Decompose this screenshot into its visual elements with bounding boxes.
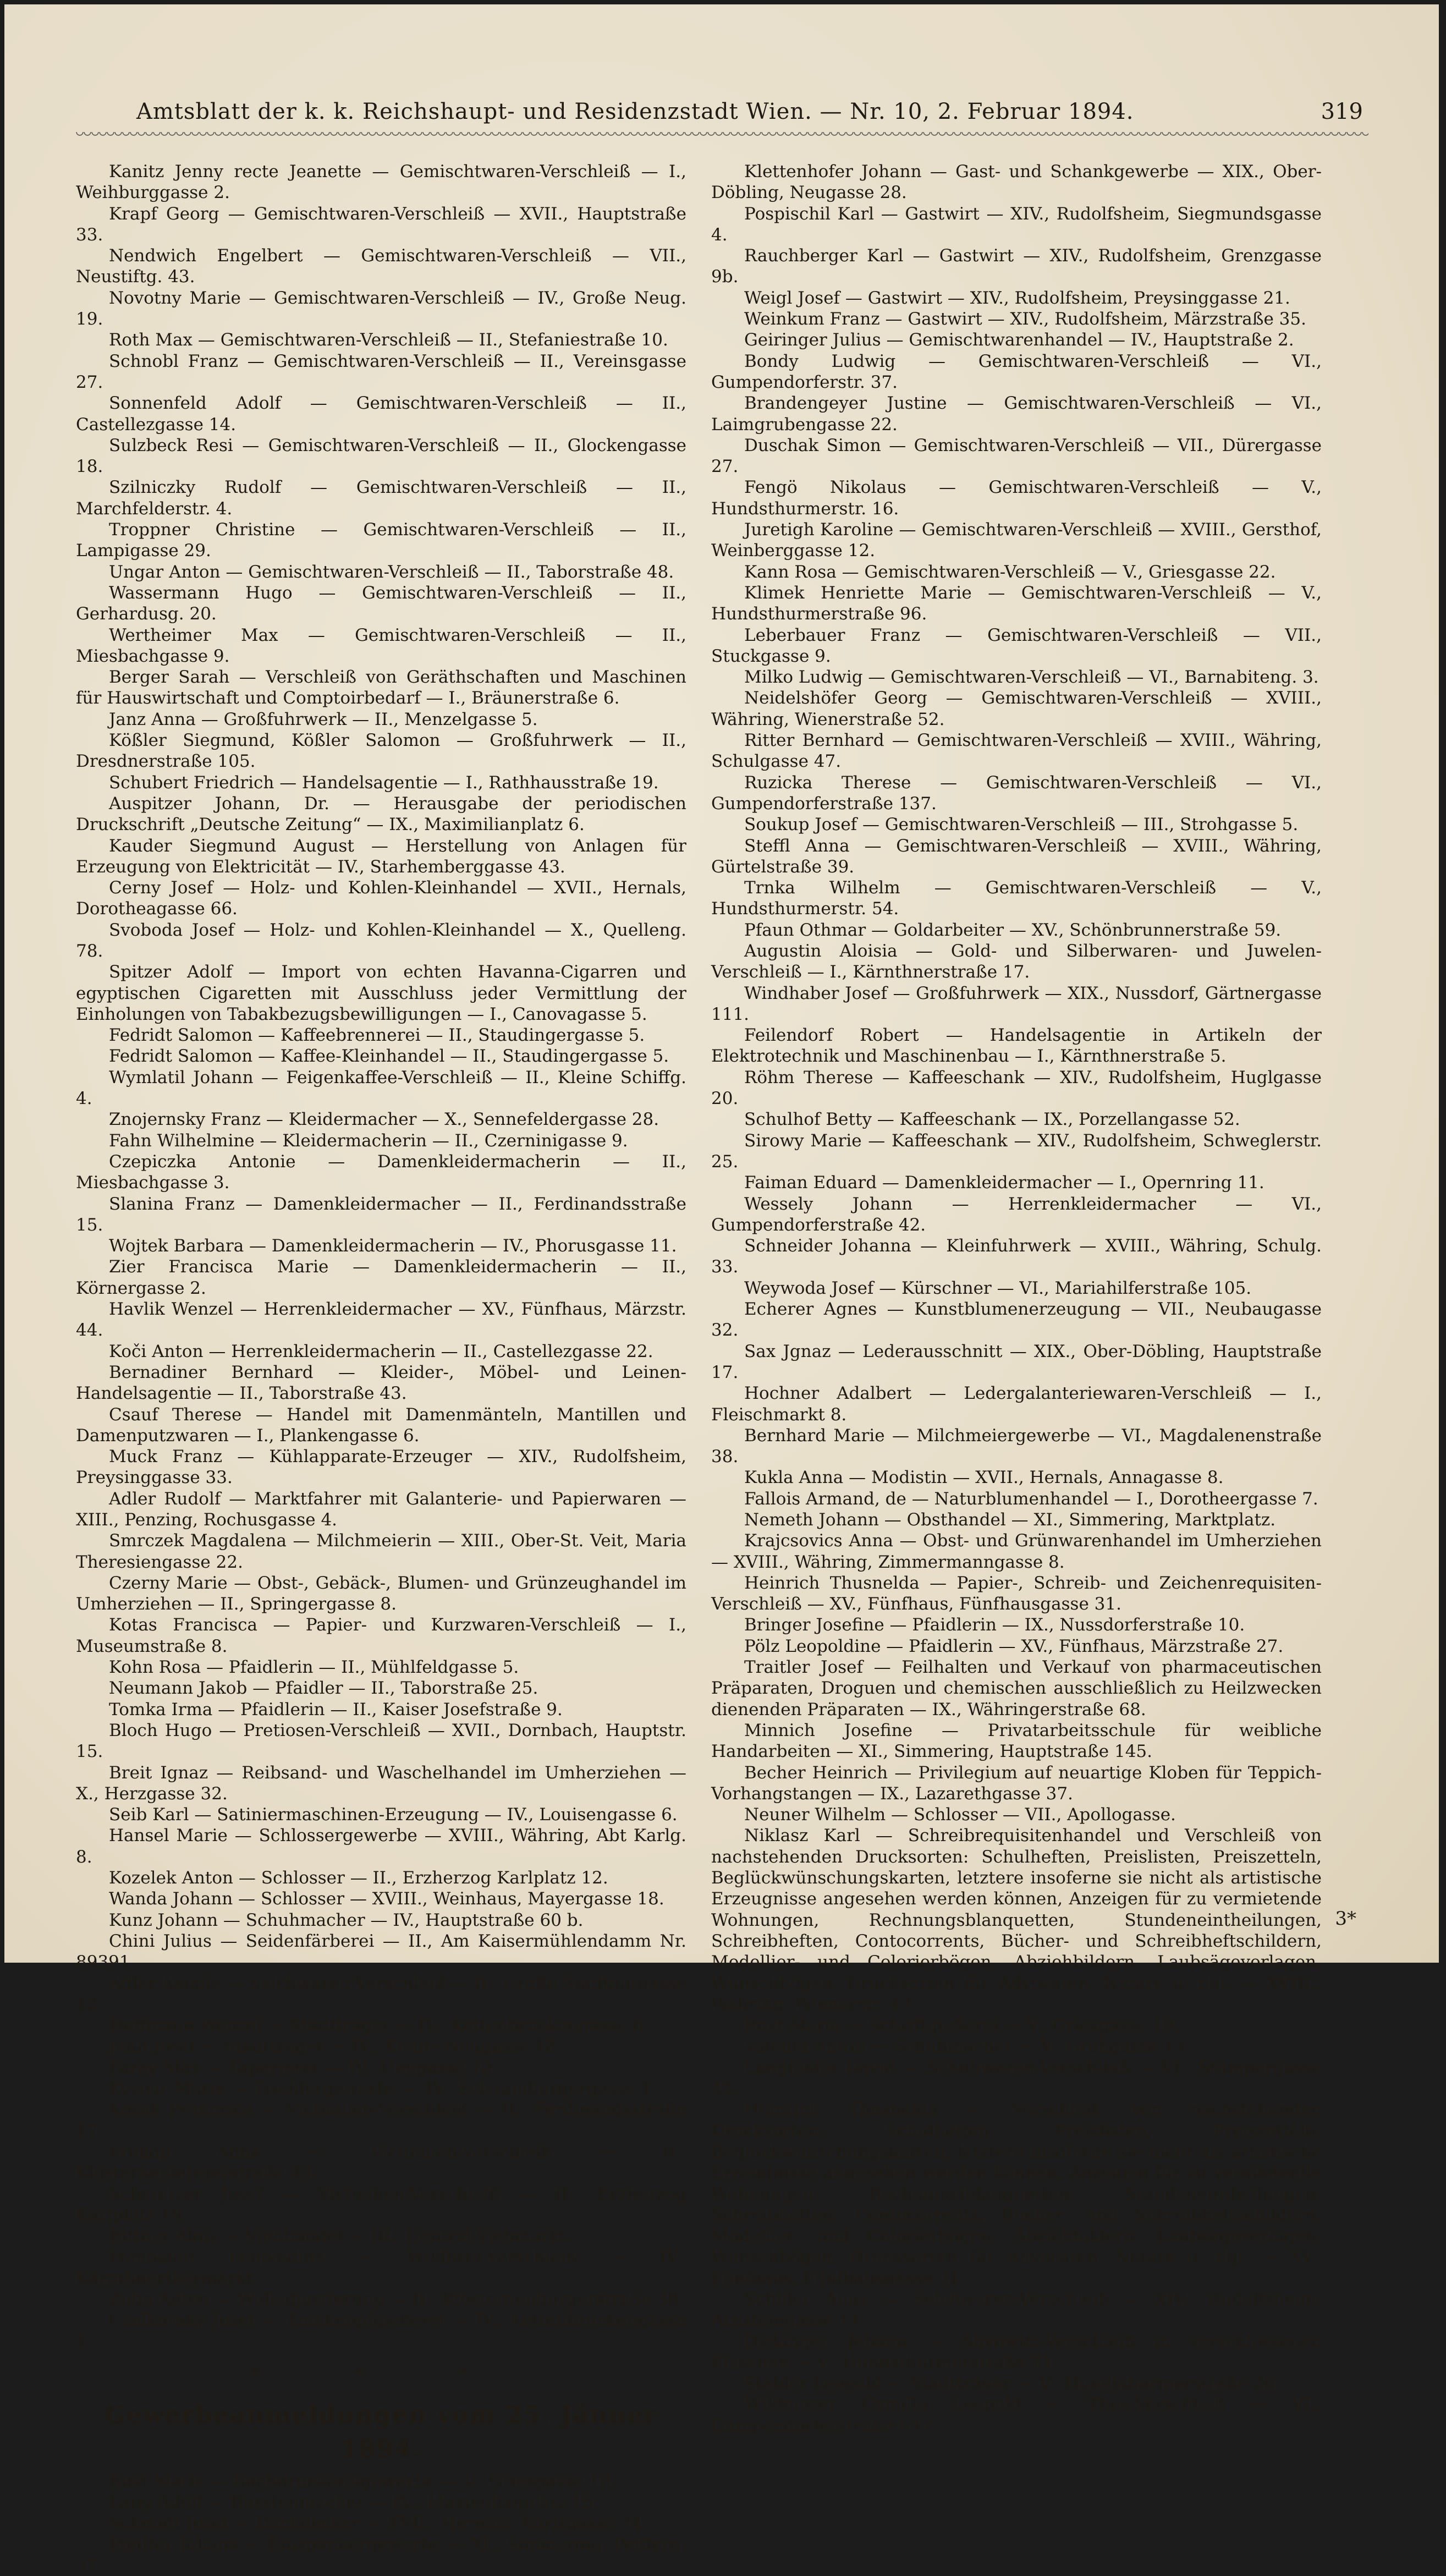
list-item: Bloch Hugo — Pretiosen-Verschleiß — XVII., Dornbach, Hauptstr. 15. — [76, 1720, 686, 1762]
list-item: Kunz Johann — Schuhmacher — IV., Hauptstraße 60 b. — [109, 1910, 584, 1930]
section-heading: Gewerbeanmeldungen vom 25. Jänner 1894. — [105, 2401, 658, 2463]
list-item: Heinrich Thusnelda — Verschleiß von nachstehenden Drucksorten: Schulheften, Preislisten, Preiszetteln, Beglückwünschungskarten, letztere insoferne sie nicht als artistische Erzeugnisse angesehen werden können, Anzeigen für zu vermietende Wohnungen, Rechnungsblanquetten, Stundeneintheilungen, Schreibheften, Contocorrents, Bücher- und Schreibheftschildern, Modellier- und Colorierbögen, Abziehbildern, Laubsägevorlagen, Wunschbögen, Drucksorten für Advocaten, Notare u. dgl. — XV., Fünfhaus, Fünfhausgasse 31. — [711, 2100, 1322, 2288]
list-item: Wymlatil Johann — Feigenkaffee-Verschleiß — II., Kleine Schiffg. 4. — [76, 1067, 686, 1109]
list-item: Duschak Simon — Gemischtwaren-Verschleiß — VII., Dürergasse 27. — [711, 435, 1322, 477]
list-item: Svoboda Josef — Holz- und Kohlen-Kleinhandel — X., Quelleng. 78. — [76, 920, 686, 961]
newspaper-page — [4, 4, 1439, 2576]
list-item: Kößler Siegmund, Kößler Salomon — Großfuhrwerk — II., Dresdnerstraße 105. — [76, 730, 686, 772]
list-item: Schmidt Josef — Dachdecker — XVII., Hernals, Karlsgasse 24. — [109, 2513, 648, 2534]
list-item: Zuba Anton — Wolladjustierung — II., Klosterneuburgerstraße 38. — [109, 2289, 684, 2309]
list-item: Schmutzer Josef — Victualien-Verschleiß — II., Erzherzog Karlplatz 19. — [76, 2184, 686, 2225]
list-item: Roth Max — Gemischtwaren-Verschleiß — II., Stefaniestraße 10. — [109, 330, 668, 350]
list-item: Slanina Franz — Damenkleidermacher — II., Ferdinandsstraße 15. — [76, 1194, 686, 1235]
list-item: Sax Jgnaz — Lederausschnitt — XIX., Ober-Döbling, Hauptstraße 17. — [711, 1341, 1322, 1382]
list-item: Trnka Wilhelm — Gemischtwaren-Verschleiß — V., Hundsthurmerstr. 54. — [711, 878, 1322, 919]
list-item: Soukup Josef — Gemischtwaren-Verschleiß — III., Strohgasse 5. — [744, 815, 1299, 835]
list-item: Znojernsky Franz — Kleidermacher — X., Sennefeldergasse 28. — [109, 1110, 659, 1130]
list-item: Ungar Anton — Gemischtwaren-Verschleiß — II., Taborstraße 48. — [109, 562, 674, 582]
list-item: Schneider Johanna — Kleinfuhrwerk — XVIII., Währing, Schulg. 33. — [711, 1236, 1322, 1277]
list-item: Bernadiner Bernhard — Kleider-, Möbel- und Leinen-Handelsagentie — II., Taborstraße 43. — [76, 1362, 686, 1404]
list-item: Nendwich Engelbert — Gemischtwaren-Verschleiß — VII., Neustiftg. 43. — [76, 246, 686, 287]
list-item: Prokop Anna — Victualien-Verschleiß — II., Klosterneuburgerstraße 43. — [76, 2141, 686, 2183]
list-item: Röhm Therese — Kaffeeschank — XIV., Rudolfsheim, Huglgasse 20. — [711, 1067, 1322, 1109]
list-item: Adler Amalie — Selchwaren-Verschleiß — II., Große Stadtgutgasse 12. — [76, 1973, 686, 2014]
page-header — [81, 95, 1363, 128]
list-item: Smrczek Magdalena — Milchmeierin — XIII., Ober-St. Veit, Maria Theresiengasse 22. — [76, 1531, 686, 1572]
list-item: Kanitz Jenny recte Jeanette — Gemischtwaren-Verschleiß — I., Weihburggasse 2. — [76, 162, 686, 203]
list-item: Szilniczky Rudolf — Gemischtwaren-Verschleiß — II., Marchfelderstr. 4. — [76, 477, 686, 519]
section-entries — [76, 2471, 686, 2576]
list-item: Kann Rosa — Gemischtwaren-Verschleiß — V., Griesgasse 22. — [744, 562, 1276, 582]
list-item: Rauchberger Karl — Gastwirt — XIV., Rudolfsheim, Grenzgasse 9b. — [711, 246, 1322, 287]
list-item: Wildmoser Camillo Leopold — Thee-Verschleiß — VI., Gumpendorferstraße 63 c. — [711, 2394, 1322, 2436]
list-item: Kauder Siegmund August — Herstellung von Anlagen für Erzeugung von Elektricität — IV., Starhemberggasse 43. — [76, 836, 686, 877]
list-item: Adler Rudolf — Marktfahrer mit Galanterie- und Papierwaren — XIII., Penzing, Rochusgasse 4. — [76, 1489, 686, 1530]
list-item: Fedridt Salomon — Kaffee-Kleinhandel — II., Staudingergasse 5. — [109, 1046, 669, 1067]
list-item: Faray Max — Tapezierer — IV., Heugasse 70. — [109, 2057, 498, 2078]
list-item: Sonnenfeld Adolf — Gemischtwaren-Verschleiß — II., Castellezgasse 14. — [76, 393, 686, 435]
list-item: Sulzbeck Resi — Gemischtwaren-Verschleiß — II., Glockengasse 18. — [76, 435, 686, 477]
list-item: Bernhard Marie — Milchmeiergewerbe — VI., Magdalenenstraße 38. — [711, 1425, 1322, 1467]
list-item: Leberbauer Franz — Gemischtwaren-Verschleiß — VII., Stuckgasse 9. — [711, 625, 1322, 666]
list-item: Zier Francisca Marie — Damenkleidermacherin — II., Körnergasse 2. — [76, 1257, 686, 1298]
list-item: Spitzer Adolf — Import von echten Havanna-Cigarren und egyptischen Cigaretten mit Ausschluss jeder Vermittlung der Einholungen von Tabakbezugsbewilligungen — I., Canovagasse 5. — [76, 962, 686, 1024]
list-item: Wanda Johann — Schlosser — XVIII., Weinhaus, Mayergasse 18. — [109, 1889, 664, 1909]
list-item: Valenta Anton — Schuhmacher — V., Grohgasse 13. — [744, 2036, 1191, 2057]
list-item: Jahn Josef — Stadtträger — IV., Kleine Neugasse 18. — [109, 2036, 562, 2057]
list-item: Echerer Agnes — Kunstblumenerzeugung — VII., Neubaugasse 32. — [711, 1299, 1322, 1341]
list-item: Sirowy Marie — Kaffeeschank — XIV., Rudolfsheim, Schweglerstr. 25. — [711, 1130, 1322, 1172]
header-divider — [76, 132, 1368, 140]
list-item: Neuner Wilhelm — Schlosser — VII., Apollogasse. — [744, 1805, 1176, 1825]
list-item: Cerny Josef — Holz- und Kohlen-Kleinhandel — XVII., Hernals, Dorotheagasse 66. — [76, 878, 686, 919]
list-item: Weinkum Franz — Gastwirt — XIV., Rudolfsheim, Märzstraße 35. — [744, 309, 1306, 329]
list-item: Pfeiffer Juliana — Einspännergewerbe — XI., Simmering, Peifferg. 37. — [76, 2534, 686, 2576]
list-item: Wojtek Barbara — Damenkleidermacherin — IV., Phorusgasse 11. — [109, 1236, 677, 1256]
list-item: Fengö Nikolaus — Gemischtwaren-Verschleiß — V., Hundsthurmerstr. 16. — [711, 477, 1322, 519]
list-item: Geiringer Julius — Gemischtwarenhandel — IV., Hauptstraße 2. — [744, 330, 1294, 350]
list-item: Seib Karl — Satiniermaschinen-Erzeugung — IV., Louisengasse 6. — [109, 1805, 678, 1825]
list-item: Krajcsovics Anna — Obst- und Grünwarenhandel im Umherziehen — XVIII., Währing, Zimmermanngasse 8. — [711, 1531, 1322, 1572]
list-item: Nemeth Johann — Obsthandel — XI., Simmering, Marktplatz. — [744, 1510, 1276, 1530]
list-item: Pombauer Leopoldine — Wildbret-Verschleiß — IV., Kärnthnerthormarkt. — [76, 2247, 686, 2288]
list-item: Bittner Alois — Viehhandel — III., Central-Viehmarkt. — [109, 2226, 572, 2247]
list-item: Fedridt Salomon — Kaffeebrennerei — II., Staudingergasse 5. — [109, 1025, 645, 1046]
list-item: Hochner Adalbert — Ledergalanteriewaren-Verschleiß — I., Fleischmarkt 8. — [711, 1383, 1322, 1425]
list-item: Czepiczka Antonie — Damenkleidermacherin — II., Miesbachgasse 3. — [76, 1151, 686, 1193]
list-item: Czerny Marie — Obst-, Gebäck-, Blumen- und Grünzeughandel im Umherziehen — II., Springergasse 8. — [76, 1573, 686, 1614]
list-item: Troppner Christine — Gemischtwaren-Verschleiß — II., Lampigasse 29. — [76, 520, 686, 561]
list-item: Neumann Jakob — Pfaidler — II., Taborstraße 25. — [109, 1678, 538, 1699]
list-item: Berger Sarah — Verschleiß von Geräthschaften und Maschinen für Hauswirtschaft und Comptoirbedarf — I., Bräunerstraße 6. — [76, 667, 686, 708]
list-item: Brandengeyer Justine — Gemischtwaren-Verschleiß — VI., Laimgrubengasse 22. — [711, 393, 1322, 435]
list-item: Klimek Henriette Marie — Gemischtwaren-Verschleiß — V., Hundsthurmerstraße 96. — [711, 583, 1322, 624]
section-stars: * * * — [250, 2363, 513, 2386]
list-item: Weigl Josef — Gastwirt — XIV., Rudolfsheim, Preysinggasse 21. — [744, 288, 1290, 308]
list-item: Pfaun Othmar — Goldarbeiter — XV., Schönbrunnerstraße 59. — [744, 920, 1282, 940]
list-item: Minnich Josefine — Privatarbeitsschule für weibliche Handarbeiten — XI., Simmering, Hauptstraße 145. — [711, 1720, 1322, 1762]
list-item: Breit Ignaz — Reibsand- und Waschelhandel im Umherziehen — X., Herzgasse 32. — [76, 1762, 686, 1804]
list-item: Dickinger Johann — Slivowitz-Verschleiß in verschlossenen Flaschen — V., Hundsthurmerstraße 71. — [711, 2331, 1322, 2372]
list-item: Stabler Leopold — Stadtträger — V., Hundsthurmerstraße 26. — [744, 2374, 1280, 2394]
list-item: Juretigh Karoline — Gemischtwaren-Verschleiß — XVIII., Gersthof, Weinberggasse 12. — [711, 520, 1322, 561]
list-item: Weywoda Josef — Kürschner — VI., Mariahilferstraße 105. — [744, 1278, 1252, 1298]
list-item: Tomka Irma — Pfaidlerin — II., Kaiser Josefstraße 9. — [109, 1699, 563, 1720]
list-item: Schiller Alois — Selchwaren-Verschleiß — XIV., Rudolfsheim, Arnsteingasse 11. — [711, 2289, 1322, 2331]
list-item: Faiman Eduard — Damenkleidermacher — I., Opernring 11. — [744, 1173, 1264, 1193]
list-item: Schulhof Betty — Kaffeeschank — IX., Porzellangasse 52. — [744, 1110, 1240, 1130]
signature-mark: 3* — [1335, 1908, 1356, 1930]
list-item: Ritter Bernhard — Gemischtwaren-Verschleiß — XVIII., Währing, Schulgasse 47. — [711, 730, 1322, 772]
list-item: Langfelder David — Schuhwaren-Verschleiß — VI., Stumpergasse 42. — [711, 2057, 1322, 2099]
list-item: Bringer Josefine — Pfaidlerin — IX., Nussdorferstraße 10. — [744, 1615, 1245, 1635]
list-item: Janz Anna — Großfuhrwerk — II., Menzelgasse 5. — [109, 709, 538, 729]
list-item: Traitler Josef — Feilhalten und Verkauf von pharmaceutischen Präparaten, Droguen und chemischen ausschließlich zu Heilzwecken dienenden Präparaten — IX., Währingerstraße 68. — [711, 1657, 1322, 1720]
list-item: Heinrich Thusnelda — Papier-, Schreib- und Zeichenrequisiten-Verschleiß — XV., Fünfhaus, Fünfhausgasse 31. — [711, 1573, 1322, 1614]
list-item: Bondy Ludwig — Gemischtwaren-Verschleiß — VI., Gumpendorferstr. 37. — [711, 351, 1322, 392]
list-item: Wessely Johann — Herrenkleidermacher — VI., Gumpendorferstraße 42. — [711, 1194, 1322, 1235]
list-item: Pölz Leopoldine — Pfaidlerin — XV., Fünfhaus, Märzstraße 27. — [744, 1636, 1284, 1656]
list-item: Milko Ludwig — Gemischtwaren-Verschleiß — VI., Barnabiteng. 3. — [744, 667, 1319, 688]
list-item: Hoffmann Wenzel — Stadtträger — IV., Kettenbrückengasse 6. — [109, 2015, 649, 2036]
list-item: Steffl Anna — Gemischtwaren-Verschleiß — XVIII., Währing, Gürtelstraße 39. — [711, 836, 1322, 877]
list-item: Augustin Aloisia — Gold- und Silberwaren- und Juwelen-Verschleiß — I., Kärnthnerstraße 17. — [711, 941, 1322, 982]
list-item: Auspitzer Johann, Dr. — Herausgabe der periodischen Druckschrift „Deutsche Zeitung“ — IX., Maximilianplatz 6. — [76, 793, 686, 835]
list-item: Schnobl Franz — Gemischtwaren-Verschleiß — II., Vereinsgasse 27. — [76, 351, 686, 392]
list-item: Hansel Marie — Schlossergewerbe — XVIII., Währing, Abt Karlg. 8. — [76, 1826, 686, 1867]
list-item: Neidelshöfer Georg — Gemischtwaren-Verschleiß — XVIII., Währing, Wienerstraße 52. — [711, 688, 1322, 729]
list-item: Kosak Francisca — Victualien-Verschleiß — II., Ferdinandsstraße 17. — [76, 2100, 686, 2141]
list-item: Kyzour Marie — Tischlergewerbe — IV., Schaumburgergasse 1. — [109, 2079, 657, 2099]
list-item: Niklasz Karl — Schreibrequisitenhandel und Verschleiß von nachstehenden Drucksorten: Schulheften, Preislisten, Preiszetteln, Beglückwünschungskarten, letztere insoferne sie nicht als artistische Erzeugnisse angesehen werden können, Anzeigen für zu vermietende Wohnungen, Rechnungsblanquetten, Stundeneintheilungen, Schreibheften, Contocorrents, Bücher- und Schreibheftschildern, Modellier- und Colorierbögen, Abziehbildern, Laubsägevorlagen, Wunschbögen, Drucksorten für Advocaten, Notare u. dgl. — XVIII., Währing, Wienerstr. 47. — [711, 1826, 1322, 2014]
list-item: Czalkovsky Josef — Zinnknopfgießerei — IV., Kettenbrückengasse 4. — [76, 2310, 686, 2352]
list-item: Feilendorf Robert — Handelsagentie in Artikeln der Elektrotechnik und Maschinenbau — I., Kärnthnerstraße 5. — [711, 1025, 1322, 1067]
list-item: Havlik Wenzel — Herrenkleidermacher — XV., Fünfhaus, Märzstr. 44. — [76, 1299, 686, 1341]
list-item: Krapf Georg — Gemischtwaren-Verschleiß — XVII., Hauptstraße 33. — [76, 204, 686, 245]
list-item: Pospischil Karl — Gastwirt — XIV., Rudolfsheim, Siegmundsgasse 4. — [711, 204, 1322, 245]
list-item: Novotny Marie — Gemischtwaren-Verschleiß — IV., Große Neug. 19. — [76, 288, 686, 329]
list-item: Rust Marie — Schriftgießerei — V., Griesgasse 10. — [744, 2015, 1180, 2036]
left-entries — [76, 161, 686, 2352]
list-item: Kukla Anna — Modistin — XVII., Hernals, Annagasse 8. — [744, 1468, 1224, 1488]
list-item: Fahn Wilhelmine — Kleidermacherin — II., Czerninigasse 9. — [109, 1130, 628, 1151]
list-item: Kozelek Anton — Schlosser — II., Erzherzog Karlplatz 12. — [109, 1868, 608, 1888]
list-item: Lang Adolf — Bürstenmacher — IX., Maximilianplatz 15. — [109, 2492, 599, 2513]
list-item: Ruzicka Therese — Gemischtwaren-Verschleiß — VI., Gumpendorferstraße 137. — [711, 772, 1322, 814]
list-item: Becher Heinrich — Privilegium auf neuartige Kloben für Teppich-Vorhangstangen — IX., Lazarethgasse 37. — [711, 1762, 1322, 1804]
left-column — [76, 161, 686, 2576]
right-column — [711, 161, 1322, 2436]
list-item: Koči Anton — Herrenkleidermacherin — II., Castellezgasse 22. — [109, 1341, 653, 1361]
page-number: 319 — [1321, 99, 1363, 124]
list-item: Schubert Friedrich — Handelsagentie — I., Rathhausstraße 19. — [109, 772, 659, 793]
list-item: Rust Marie — Buchdruckereigewerbe — V., Griesgasse 10. — [109, 2471, 617, 2491]
list-item: Windhaber Josef — Großfuhrwerk — XIX., Nussdorf, Gärtnergasse 111. — [711, 983, 1322, 1024]
list-item: Fallois Armand, de — Naturblumenhandel — I., Dorotheergasse 7. — [744, 1489, 1318, 1509]
list-item: Kotas Francisca — Papier- und Kurzwaren-Verschleiß — I., Museumstraße 8. — [76, 1615, 686, 1656]
right-entries — [711, 161, 1322, 2436]
list-item: Muck Franz — Kühlapparate-Erzeuger — XIV., Rudolfsheim, Preysinggasse 33. — [76, 1447, 686, 1488]
list-item: Kohn Rosa — Pfaidlerin — II., Mühlfeldgasse 5. — [109, 1657, 519, 1678]
list-item: Wassermann Hugo — Gemischtwaren-Verschleiß — II., Gerhardusg. 20. — [76, 583, 686, 624]
list-item: Klettenhofer Johann — Gast- und Schankgewerbe — XIX., Ober-Döbling, Neugasse 28. — [711, 162, 1322, 203]
list-item: Wertheimer Max — Gemischtwaren-Verschleiß — II., Miesbachgasse 9. — [76, 625, 686, 666]
list-item: Csauf Therese — Handel mit Damenmänteln, Mantillen und Damenputzwaren — I., Plankengasse 6. — [76, 1404, 686, 1446]
list-item: Chini Julius — Seidenfärberei — II., Am Kaisermühlendamm Nr. 89391. — [76, 1931, 686, 1973]
page-title: Amtsblatt der k. k. Reichshaupt- und Residenzstadt Wien. — Nr. 10, 2. Februar 1894. — [136, 99, 1134, 124]
